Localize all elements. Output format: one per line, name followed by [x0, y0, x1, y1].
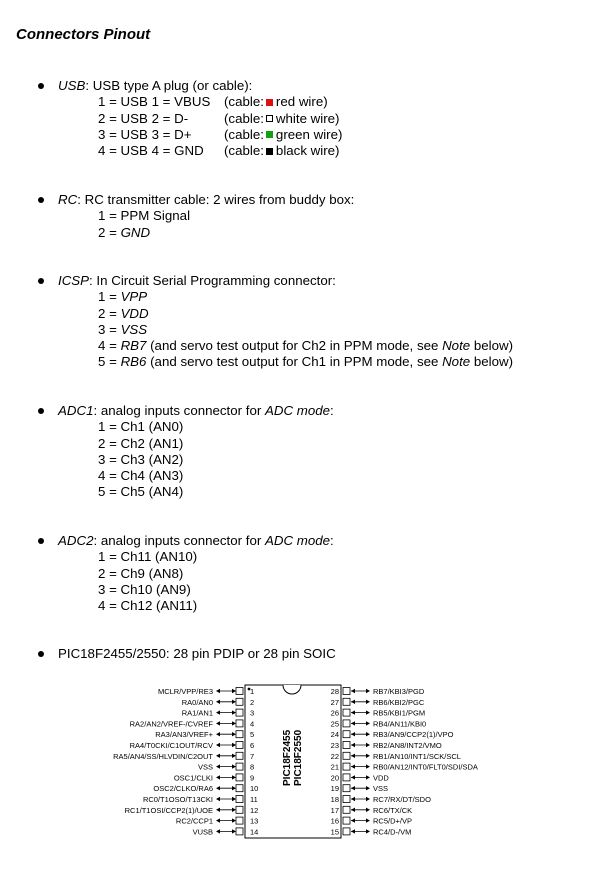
pin-number: 15 [330, 827, 339, 837]
pin-number: 28 [330, 687, 339, 696]
usb-cable-label: (cable: [224, 143, 264, 159]
pin-right-25 [331, 719, 427, 728]
icsp-name: ICSP [58, 273, 90, 288]
list-item: 3 = Ch10 (AN9) [98, 581, 191, 597]
usb-cable-label: (cable: [224, 110, 264, 126]
chip-label-2: PIC18F2550 [293, 729, 304, 786]
usb-pin: 1 = USB 1 = VBUS [98, 94, 211, 110]
pin-pad [343, 709, 350, 716]
usb-pin: 4 = USB 4 = GND [98, 143, 204, 159]
item-text: (and servo test output for Ch2 in PPM mode, see [146, 338, 443, 354]
pin-label: RC4/D-/VM [373, 827, 412, 837]
pin-number: 1 [250, 687, 255, 696]
page-title: Connectors Pinout [16, 26, 151, 43]
chip-body [245, 685, 341, 838]
pin-label: RC6/TX/CK [373, 805, 413, 815]
pin-label: VUSB [192, 827, 213, 837]
pin-pad [236, 709, 243, 716]
pin-left-4 [130, 719, 255, 728]
pin-number: 17 [330, 805, 339, 815]
pin-number: 9 [250, 773, 255, 783]
pin-pad [343, 796, 350, 803]
usb-pin: 2 = USB 2 = D- [98, 110, 189, 126]
pin-number: 27 [330, 697, 339, 707]
pin-pad [236, 731, 243, 738]
usb-pin: 3 = USB 3 = D+ [98, 126, 192, 142]
rc-name: RC [58, 192, 78, 207]
adc2-name: ADC2 [58, 533, 94, 548]
item-value: RB7 [120, 338, 147, 354]
pin-pad [343, 688, 350, 695]
adc2-colon: : [330, 533, 334, 548]
pin-label: RB6/KBI2/PGC [373, 697, 425, 707]
list-item: 5 = Ch5 (AN4) [98, 484, 184, 500]
pin-number: 12 [250, 805, 259, 815]
pin-right-16 [331, 817, 412, 826]
pin-label: RA2/AN2/VREF-/CVREF [129, 719, 213, 729]
pin-number: 16 [330, 816, 339, 826]
pin-number: 4 [250, 719, 255, 729]
pin-number: 19 [330, 784, 339, 794]
item-value: RB6 [120, 354, 147, 370]
pin-label: VSS [373, 784, 389, 794]
item-prefix: 3 = [98, 321, 121, 337]
pin-label: RC7/RX/DT/SDO [373, 795, 431, 804]
item-prefix: 2 = [98, 305, 121, 321]
pin-number: 18 [330, 795, 339, 804]
pin-pad [343, 763, 350, 770]
pin-number: 23 [330, 741, 339, 750]
pin-left-10 [153, 784, 258, 793]
pin-pad [343, 806, 350, 813]
pin-label: RB3/AN9/CCP2(1)/VPO [373, 730, 454, 740]
pin-right-24 [331, 730, 454, 739]
pin-number: 13 [250, 816, 259, 826]
pic-desc: PIC18F2455/2550: 28 pin PDIP or 28 pin SOIC [58, 646, 336, 661]
pin-number: 20 [330, 773, 339, 783]
pin-number: 21 [330, 762, 339, 772]
pin-pad [236, 774, 243, 781]
adc1-desc: : analog inputs connector for [93, 403, 265, 418]
adc2-mode: ADC mode [264, 533, 331, 548]
item-text: below) [470, 338, 514, 354]
list-item: 1 = Ch1 (AN0) [98, 419, 184, 435]
pin-label: RB1/AN10/INT1/SCK/SCL [373, 751, 461, 761]
item-note: Note [442, 338, 471, 354]
pin-number: 26 [330, 708, 339, 718]
list-item: 3 = Ch3 (AN2) [98, 451, 184, 467]
pin-right-23 [331, 741, 442, 750]
pin-pad [236, 796, 243, 803]
list-item: 1 = PPM Signal [98, 208, 191, 224]
pin-pad [236, 806, 243, 813]
pin-pad [343, 742, 350, 749]
pin-pad [236, 817, 243, 824]
usb-wire: red wire) [275, 94, 328, 110]
pin-pad [343, 698, 350, 705]
adc1-mode: ADC mode [264, 403, 331, 418]
pin-pad [236, 720, 243, 727]
pin-label: RA5/AN4/SS/HLVDIN/C2OUT [113, 751, 213, 761]
pin-right-22 [331, 752, 461, 761]
pin-pad [343, 720, 350, 727]
pin-label: OSC1/CLKI [173, 773, 213, 783]
pin-right-27 [331, 698, 425, 707]
pin-number: 10 [250, 784, 259, 794]
pin-left-7 [113, 752, 254, 761]
pin-label: RA1/AN1 [181, 708, 213, 718]
pin-left-9 [174, 773, 254, 782]
pin-pad [236, 698, 243, 705]
pin-pad [343, 752, 350, 759]
pin-left-5 [155, 730, 254, 739]
pin-label: RC5/D+/VP [373, 816, 412, 826]
pin-left-1 [158, 687, 254, 696]
pin-pad [343, 774, 350, 781]
pin-number: 14 [250, 827, 259, 837]
list-item: 2 = Ch2 (AN1) [98, 435, 184, 451]
pin-right-21 [331, 763, 478, 772]
pin-left-2 [182, 698, 254, 707]
pin-label: RA3/AN3/VREF+ [155, 730, 213, 740]
right-pins [331, 687, 478, 836]
item-prefix: 2 = [98, 224, 121, 240]
pin-pad [343, 828, 350, 835]
item-prefix: 1 = [98, 289, 121, 305]
pin-number: 2 [250, 697, 255, 707]
item-text: (and servo test output for Ch1 in PPM mode, see [146, 354, 443, 370]
pin-pad [343, 731, 350, 738]
pin-label: RA4/T0CKI/C1OUT/RCV [129, 741, 213, 750]
pin-number: 3 [250, 708, 255, 718]
list-item: 1 = Ch11 (AN10) [98, 549, 198, 565]
item-note: Note [442, 354, 471, 370]
pin-number: 7 [250, 751, 255, 761]
pin-number: 25 [330, 719, 339, 729]
list-item: 4 = Ch12 (AN11) [98, 598, 198, 614]
item-prefix: 5 = [98, 354, 121, 370]
pin-number: 22 [330, 751, 339, 761]
pin-label: RB5/KBI1/PGM [373, 708, 426, 718]
pin-left-6 [130, 741, 255, 750]
usb-cable-label: (cable: [224, 94, 264, 110]
usb-wire: green wire) [275, 126, 343, 142]
pin-pad [343, 817, 350, 824]
usb-name: USB [58, 78, 86, 93]
pin-pad [236, 785, 243, 792]
list-item: 4 = Ch4 (AN3) [98, 468, 184, 484]
pin-pad [236, 752, 243, 759]
pin-number: 6 [250, 741, 255, 750]
adc1-name: ADC1 [58, 403, 94, 418]
usb-wire: black wire) [275, 143, 340, 159]
pin-label: RC1/T1OSI/CCP2(1)/UOE [124, 805, 213, 815]
pin-right-26 [331, 709, 425, 718]
pin-number: 24 [330, 730, 339, 740]
item-value: VPP [120, 289, 148, 305]
pin-pad [236, 688, 243, 695]
item-text: below) [470, 354, 514, 370]
pin-label: VSS [197, 762, 213, 772]
item-value: VDD [120, 305, 149, 321]
pin-label: MCLR/VPP/RE3 [157, 687, 213, 696]
pin-number: 8 [250, 762, 255, 772]
usb-cable-label: (cable: [224, 126, 264, 142]
pin-left-3 [182, 709, 254, 718]
pin-label: VDD [373, 773, 389, 783]
pin-label: RB0/AN12/INT0/FLT0/SDI/SDA [373, 762, 478, 772]
adc1-colon: : [330, 403, 334, 418]
pin-label: RA0/AN0 [181, 697, 213, 707]
pin-right-18 [331, 795, 431, 804]
pin-pad [343, 785, 350, 792]
pin-label: RB4/AN11/KBI0 [373, 719, 427, 729]
pin-label: RB7/KBI3/PGD [373, 687, 425, 696]
pin-pad [236, 763, 243, 770]
rc-desc: : RC transmitter cable: 2 wires from buddy box: [77, 192, 355, 207]
pin-right-15 [331, 827, 412, 836]
icsp-desc: : In Circuit Serial Programming connector: [89, 273, 336, 288]
list-item: 2 = Ch9 (AN8) [98, 565, 184, 581]
pin-right-17 [331, 806, 413, 815]
pin-left-12 [125, 806, 259, 815]
pin-label: OSC2/CLKO/RA6 [153, 784, 213, 794]
pin-right-28 [331, 687, 425, 696]
item-value: GND [120, 224, 151, 240]
pin-pad [236, 828, 243, 835]
pin-number: 5 [250, 730, 255, 740]
pin-label: RC2/CCP1 [175, 816, 213, 826]
pin-number: 11 [250, 795, 258, 804]
item-prefix: 4 = [98, 338, 121, 354]
chip-label-1: PIC18F2455 [282, 729, 293, 786]
adc2-desc: : analog inputs connector for [93, 533, 265, 548]
usb-desc: : USB type A plug (or cable): [85, 78, 253, 93]
usb-wire: white wire) [275, 110, 340, 126]
item-value: VSS [120, 321, 148, 337]
pin-pad [236, 742, 243, 749]
left-pins [113, 687, 258, 836]
pin-left-11 [143, 795, 258, 804]
pin-label: RC0/T1OSO/T13CKI [142, 795, 213, 804]
pin-label: RB2/AN8/INT2/VMO [373, 741, 442, 750]
